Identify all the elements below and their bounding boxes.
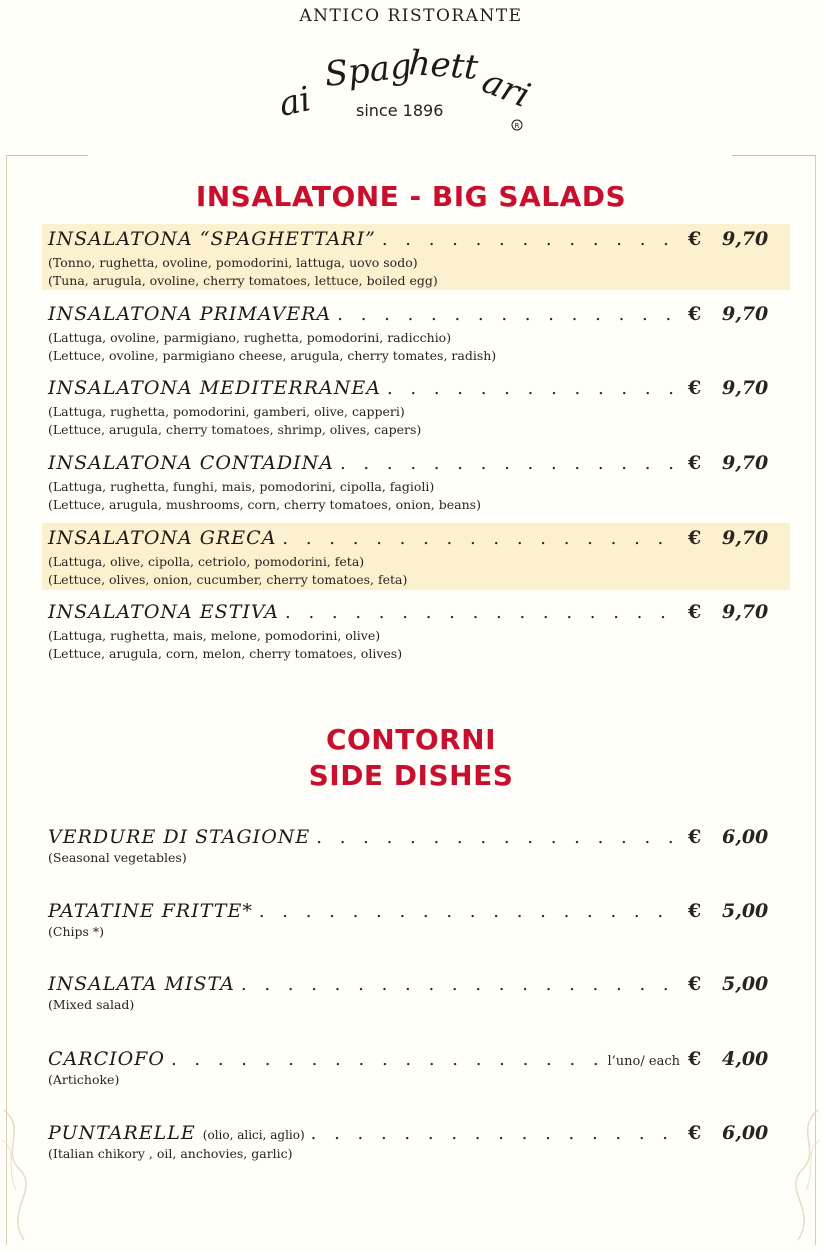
- currency: €: [688, 1122, 702, 1144]
- leader-dots: [311, 1123, 682, 1144]
- item-desc-en: (Lettuce, arugula, mushrooms, corn, cherry tomatoes, onion, beans): [48, 497, 481, 512]
- item-name: INSALATONA “SPAGHETTARI”: [48, 228, 376, 250]
- currency: €: [688, 303, 702, 325]
- item-desc-en: (Lettuce, olives, onion, cucumber, cherry tomatoes, feta): [48, 572, 408, 587]
- svg-text:R: R: [514, 122, 520, 130]
- restaurant-logo: [270, 38, 540, 138]
- currency: €: [688, 601, 702, 623]
- item-desc-en: (Artichoke): [48, 1072, 120, 1087]
- svg-text:ai: ai: [275, 79, 315, 125]
- leader-dots: [285, 602, 682, 623]
- frame-top-left: [6, 155, 88, 156]
- leader-dots: [259, 901, 682, 922]
- currency: €: [688, 228, 702, 250]
- item-price: 6,00: [722, 1122, 769, 1144]
- section-title-big-salads: INSALATONE - BIG SALADS: [195, 180, 627, 213]
- currency: €: [688, 900, 702, 922]
- item-name: PATATINE FRITTE*: [48, 900, 253, 922]
- item-desc-it: (Lattuga, rughetta, funghi, mais, pomodorini, cipolla, fagioli): [48, 479, 435, 494]
- section-title-side-dishes: SIDE DISHES: [308, 759, 514, 792]
- item-price: 6,00: [722, 826, 769, 848]
- ornament-right: [790, 1100, 822, 1250]
- item-name-note: (olio, alici, aglio): [202, 1128, 305, 1142]
- item-desc-it: (Lattuga, olive, cipolla, cetriolo, pomodorini, feta): [48, 554, 365, 569]
- item-price: 9,70: [722, 303, 769, 325]
- item-name: INSALATA MISTA: [48, 973, 235, 995]
- leader-dots: [282, 528, 682, 549]
- item-name: INSALATONA ESTIVA: [48, 601, 280, 623]
- item-price: 9,70: [722, 527, 769, 549]
- svg-text:ari: ari: [476, 61, 536, 117]
- currency: €: [688, 527, 702, 549]
- ornament-left: [0, 1100, 32, 1250]
- since-label: since 1896: [356, 101, 444, 120]
- frame-left: [6, 155, 7, 1245]
- currency: €: [688, 452, 702, 474]
- currency: €: [688, 377, 702, 399]
- leader-dots: [241, 974, 682, 995]
- item-desc-it: (Lattuga, ovoline, parmigiano, rughetta, pomodorini, radicchio): [48, 330, 452, 345]
- svg-text:Spag: Spag: [322, 46, 414, 95]
- item-price: 9,70: [722, 377, 769, 399]
- item-name: INSALATONA PRIMAVERA: [48, 303, 332, 325]
- item-price: 9,70: [722, 228, 769, 250]
- item-desc-it: (Lattuga, rughetta, pomodorini, gamberi, olive, capperi): [48, 404, 405, 419]
- svg-text:hett: hett: [407, 43, 480, 88]
- item-desc-en: (Seasonal vegetables): [48, 850, 187, 865]
- item-desc-it: (Lattuga, rughetta, mais, melone, pomodorini, olive): [48, 628, 381, 643]
- leader-dots: [316, 827, 682, 848]
- item-desc-en: (Lettuce, arugula, corn, melon, cherry tomatoes, olives): [48, 646, 403, 661]
- item-desc-it: (Tonno, rughetta, ovoline, pomodorini, lattuga, uovo sodo): [48, 255, 418, 270]
- item-price: 5,00: [722, 973, 769, 995]
- leader-dots: [337, 304, 682, 325]
- leader-dots: [340, 453, 682, 474]
- frame-top-right: [732, 155, 816, 156]
- item-name: [48, 1122, 305, 1144]
- leader-dots: [171, 1049, 602, 1070]
- item-desc-en: (Lettuce, ovoline, parmigiano cheese, arugula, cherry tomates, radish): [48, 348, 497, 363]
- item-name: INSALATONA CONTADINA: [48, 452, 334, 474]
- item-name: INSALATONA GRECA: [48, 527, 277, 549]
- frame-right: [815, 155, 816, 1245]
- section-title-contorni: CONTORNI: [325, 723, 497, 756]
- item-price: 4,00: [722, 1048, 769, 1070]
- item-name-text: PUNTARELLE: [48, 1122, 196, 1144]
- leader-dots: [382, 229, 682, 250]
- item-desc-en: (Mixed salad): [48, 997, 135, 1012]
- antico-ristorante-label: ANTICO RISTORANTE: [299, 6, 523, 26]
- item-unit-note: l’uno/ each: [607, 1054, 680, 1069]
- restaurant-header: [0, 0, 822, 150]
- leader-dots: [387, 378, 682, 399]
- item-name: CARCIOFO: [48, 1048, 165, 1070]
- item-desc-en: (Tuna, arugula, ovoline, cherry tomatoes, lettuce, boiled egg): [48, 273, 438, 288]
- currency: €: [688, 973, 702, 995]
- item-desc-en: (Lettuce, arugula, cherry tomatoes, shrimp, olives, capers): [48, 422, 422, 437]
- item-desc-en: (Italian chikory , oil, anchovies, garlic): [48, 1146, 293, 1161]
- item-desc-en: (Chips *): [48, 924, 105, 939]
- item-price: 9,70: [722, 452, 769, 474]
- item-name: INSALATONA MEDITERRANEA: [48, 377, 381, 399]
- item-price: 9,70: [722, 601, 769, 623]
- currency: €: [688, 826, 702, 848]
- currency: €: [688, 1048, 702, 1070]
- item-name: VERDURE DI STAGIONE: [48, 826, 311, 848]
- item-price: 5,00: [722, 900, 769, 922]
